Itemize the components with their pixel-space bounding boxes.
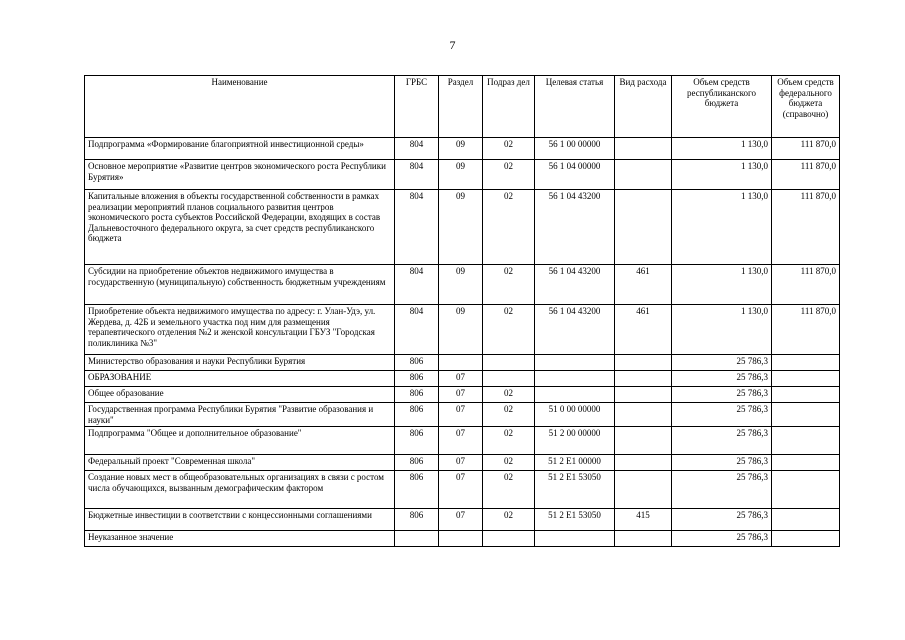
table-row	[85, 190, 840, 265]
column-header-name: Наименование	[85, 76, 395, 138]
cell-grbs: 804	[395, 265, 439, 305]
cell-name: Федеральный проект "Современная школа"	[85, 455, 395, 471]
cell-subsection: 02	[483, 427, 535, 455]
cell-target-article: 51 2 E1 53050	[535, 471, 615, 509]
cell-grbs: 806	[395, 387, 439, 403]
cell-name: Капитальные вложения в объекты государственной собственности в рамках реализации мероприятий планов социального развития центров экономического роста субъектов Российской Федерации, входящих в состав Дальневосточного федерального округа, за счет средств республиканского бюджета	[85, 190, 395, 265]
cell-name: Субсидии на приобретение объектов недвижимого имущества в государственную (муниципальную) собственность бюджетным учреждениям	[85, 265, 395, 305]
cell-federal-budget	[772, 455, 840, 471]
cell-section: 07	[439, 509, 483, 531]
cell-republican-budget: 25 786,3	[672, 427, 772, 455]
table-row	[85, 455, 840, 471]
cell-target-article: 51 0 00 00000	[535, 403, 615, 427]
cell-section	[439, 531, 483, 547]
column-header-republican-budget: Объем средств республиканского бюджета	[672, 76, 772, 138]
table-row	[85, 138, 840, 160]
cell-expense-type	[615, 471, 672, 509]
page-number: 7	[449, 38, 456, 52]
table-row	[85, 305, 840, 355]
cell-section: 09	[439, 190, 483, 265]
cell-section: 07	[439, 455, 483, 471]
cell-target-article: 51 2 00 00000	[535, 427, 615, 455]
cell-republican-budget: 25 786,3	[672, 355, 772, 371]
table-row	[85, 387, 840, 403]
cell-name: Государственная программа Республики Бурятия "Развитие образования и науки"	[85, 403, 395, 427]
cell-republican-budget: 25 786,3	[672, 509, 772, 531]
cell-name: Основное мероприятие «Развитие центров экономического роста Республики Бурятия»	[85, 160, 395, 190]
cell-grbs	[395, 531, 439, 547]
cell-federal-budget: 111 870,0	[772, 138, 840, 160]
table-row	[85, 531, 840, 547]
cell-grbs: 804	[395, 160, 439, 190]
cell-republican-budget: 25 786,3	[672, 455, 772, 471]
table-row	[85, 355, 840, 371]
cell-subsection: 02	[483, 160, 535, 190]
column-header-federal-budget: Объем средств федерального бюджета (справочно)	[772, 76, 840, 138]
cell-grbs: 804	[395, 138, 439, 160]
cell-expense-type	[615, 387, 672, 403]
cell-subsection: 02	[483, 265, 535, 305]
cell-expense-type	[615, 371, 672, 387]
cell-expense-type	[615, 403, 672, 427]
cell-federal-budget	[772, 471, 840, 509]
table-row	[85, 471, 840, 509]
cell-section: 07	[439, 371, 483, 387]
cell-republican-budget: 25 786,3	[672, 371, 772, 387]
cell-republican-budget: 1 130,0	[672, 138, 772, 160]
cell-name: Неуказанное значение	[85, 531, 395, 547]
cell-grbs: 806	[395, 371, 439, 387]
cell-republican-budget: 25 786,3	[672, 531, 772, 547]
cell-name: Министерство образования и науки Республики Бурятия	[85, 355, 395, 371]
cell-target-article: 51 2 E1 53050	[535, 509, 615, 531]
cell-republican-budget: 1 130,0	[672, 305, 772, 355]
cell-name: Создание новых мест в общеобразовательных организациях в связи с ростом числа обучающихся, вызванным демографическим фактором	[85, 471, 395, 509]
cell-expense-type: 415	[615, 509, 672, 531]
cell-grbs: 806	[395, 471, 439, 509]
cell-target-article	[535, 371, 615, 387]
cell-subsection	[483, 355, 535, 371]
column-header-section: Раздел	[439, 76, 483, 138]
cell-subsection	[483, 371, 535, 387]
cell-federal-budget	[772, 531, 840, 547]
cell-name: Бюджетные инвестиции в соответствии с концессионными соглашениями	[85, 509, 395, 531]
cell-grbs: 806	[395, 509, 439, 531]
cell-section: 07	[439, 471, 483, 509]
cell-federal-budget: 111 870,0	[772, 160, 840, 190]
cell-section: 07	[439, 427, 483, 455]
cell-section: 09	[439, 160, 483, 190]
table-row	[85, 371, 840, 387]
cell-federal-budget: 111 870,0	[772, 190, 840, 265]
cell-subsection: 02	[483, 471, 535, 509]
cell-target-article: 56 1 04 43200	[535, 305, 615, 355]
cell-subsection	[483, 531, 535, 547]
budget-table	[84, 75, 840, 547]
cell-name: Общее образование	[85, 387, 395, 403]
cell-grbs: 806	[395, 355, 439, 371]
cell-subsection: 02	[483, 138, 535, 160]
table-row	[85, 509, 840, 531]
cell-federal-budget	[772, 403, 840, 427]
cell-federal-budget	[772, 387, 840, 403]
cell-federal-budget	[772, 355, 840, 371]
cell-grbs: 804	[395, 305, 439, 355]
table-row	[85, 403, 840, 427]
cell-expense-type	[615, 455, 672, 471]
cell-grbs: 806	[395, 403, 439, 427]
cell-subsection: 02	[483, 387, 535, 403]
table-row	[85, 427, 840, 455]
cell-federal-budget	[772, 427, 840, 455]
cell-subsection: 02	[483, 455, 535, 471]
cell-expense-type	[615, 138, 672, 160]
cell-section: 09	[439, 265, 483, 305]
cell-republican-budget: 1 130,0	[672, 190, 772, 265]
cell-target-article: 56 1 04 43200	[535, 265, 615, 305]
cell-republican-budget: 1 130,0	[672, 265, 772, 305]
cell-subsection: 02	[483, 509, 535, 531]
cell-name: Подпрограмма «Формирование благоприятной инвестиционной среды»	[85, 138, 395, 160]
cell-section: 09	[439, 138, 483, 160]
cell-republican-budget: 25 786,3	[672, 387, 772, 403]
cell-republican-budget: 1 130,0	[672, 160, 772, 190]
cell-expense-type: 461	[615, 305, 672, 355]
cell-name: Подпрограмма "Общее и дополнительное образование"	[85, 427, 395, 455]
table-row	[85, 265, 840, 305]
cell-federal-budget: 111 870,0	[772, 265, 840, 305]
cell-target-article: 56 1 00 00000	[535, 138, 615, 160]
cell-target-article: 56 1 04 43200	[535, 190, 615, 265]
cell-target-article	[535, 531, 615, 547]
cell-expense-type	[615, 427, 672, 455]
cell-section: 07	[439, 387, 483, 403]
cell-grbs: 806	[395, 455, 439, 471]
cell-section: 09	[439, 305, 483, 355]
cell-federal-budget: 111 870,0	[772, 305, 840, 355]
cell-federal-budget	[772, 509, 840, 531]
column-header-expense-type: Вид расхода	[615, 76, 672, 138]
table-header-row	[85, 76, 840, 138]
cell-target-article: 51 2 E1 00000	[535, 455, 615, 471]
cell-subsection: 02	[483, 190, 535, 265]
cell-target-article	[535, 387, 615, 403]
cell-target-article: 56 1 04 00000	[535, 160, 615, 190]
cell-name: Приобретение объекта недвижимого имущества по адресу: г. Улан-Удэ, ул. Жердева, д. 42Б и земельного участка под ним для размещения терапевтического отделения №2 и женской консультации ГБУЗ "Городская поликлиника №3"	[85, 305, 395, 355]
column-header-grbs: ГРБС	[395, 76, 439, 138]
cell-expense-type	[615, 531, 672, 547]
cell-federal-budget	[772, 371, 840, 387]
cell-expense-type	[615, 355, 672, 371]
cell-grbs: 804	[395, 190, 439, 265]
cell-republican-budget: 25 786,3	[672, 403, 772, 427]
column-header-subsection: Подраз дел	[483, 76, 535, 138]
cell-grbs: 806	[395, 427, 439, 455]
cell-republican-budget: 25 786,3	[672, 471, 772, 509]
table-row	[85, 160, 840, 190]
column-header-target-article: Целевая статья	[535, 76, 615, 138]
cell-expense-type	[615, 160, 672, 190]
cell-section: 07	[439, 403, 483, 427]
cell-expense-type	[615, 190, 672, 265]
cell-name: ОБРАЗОВАНИЕ	[85, 371, 395, 387]
cell-subsection: 02	[483, 305, 535, 355]
cell-subsection: 02	[483, 403, 535, 427]
cell-target-article	[535, 355, 615, 371]
cell-section	[439, 355, 483, 371]
cell-expense-type: 461	[615, 265, 672, 305]
